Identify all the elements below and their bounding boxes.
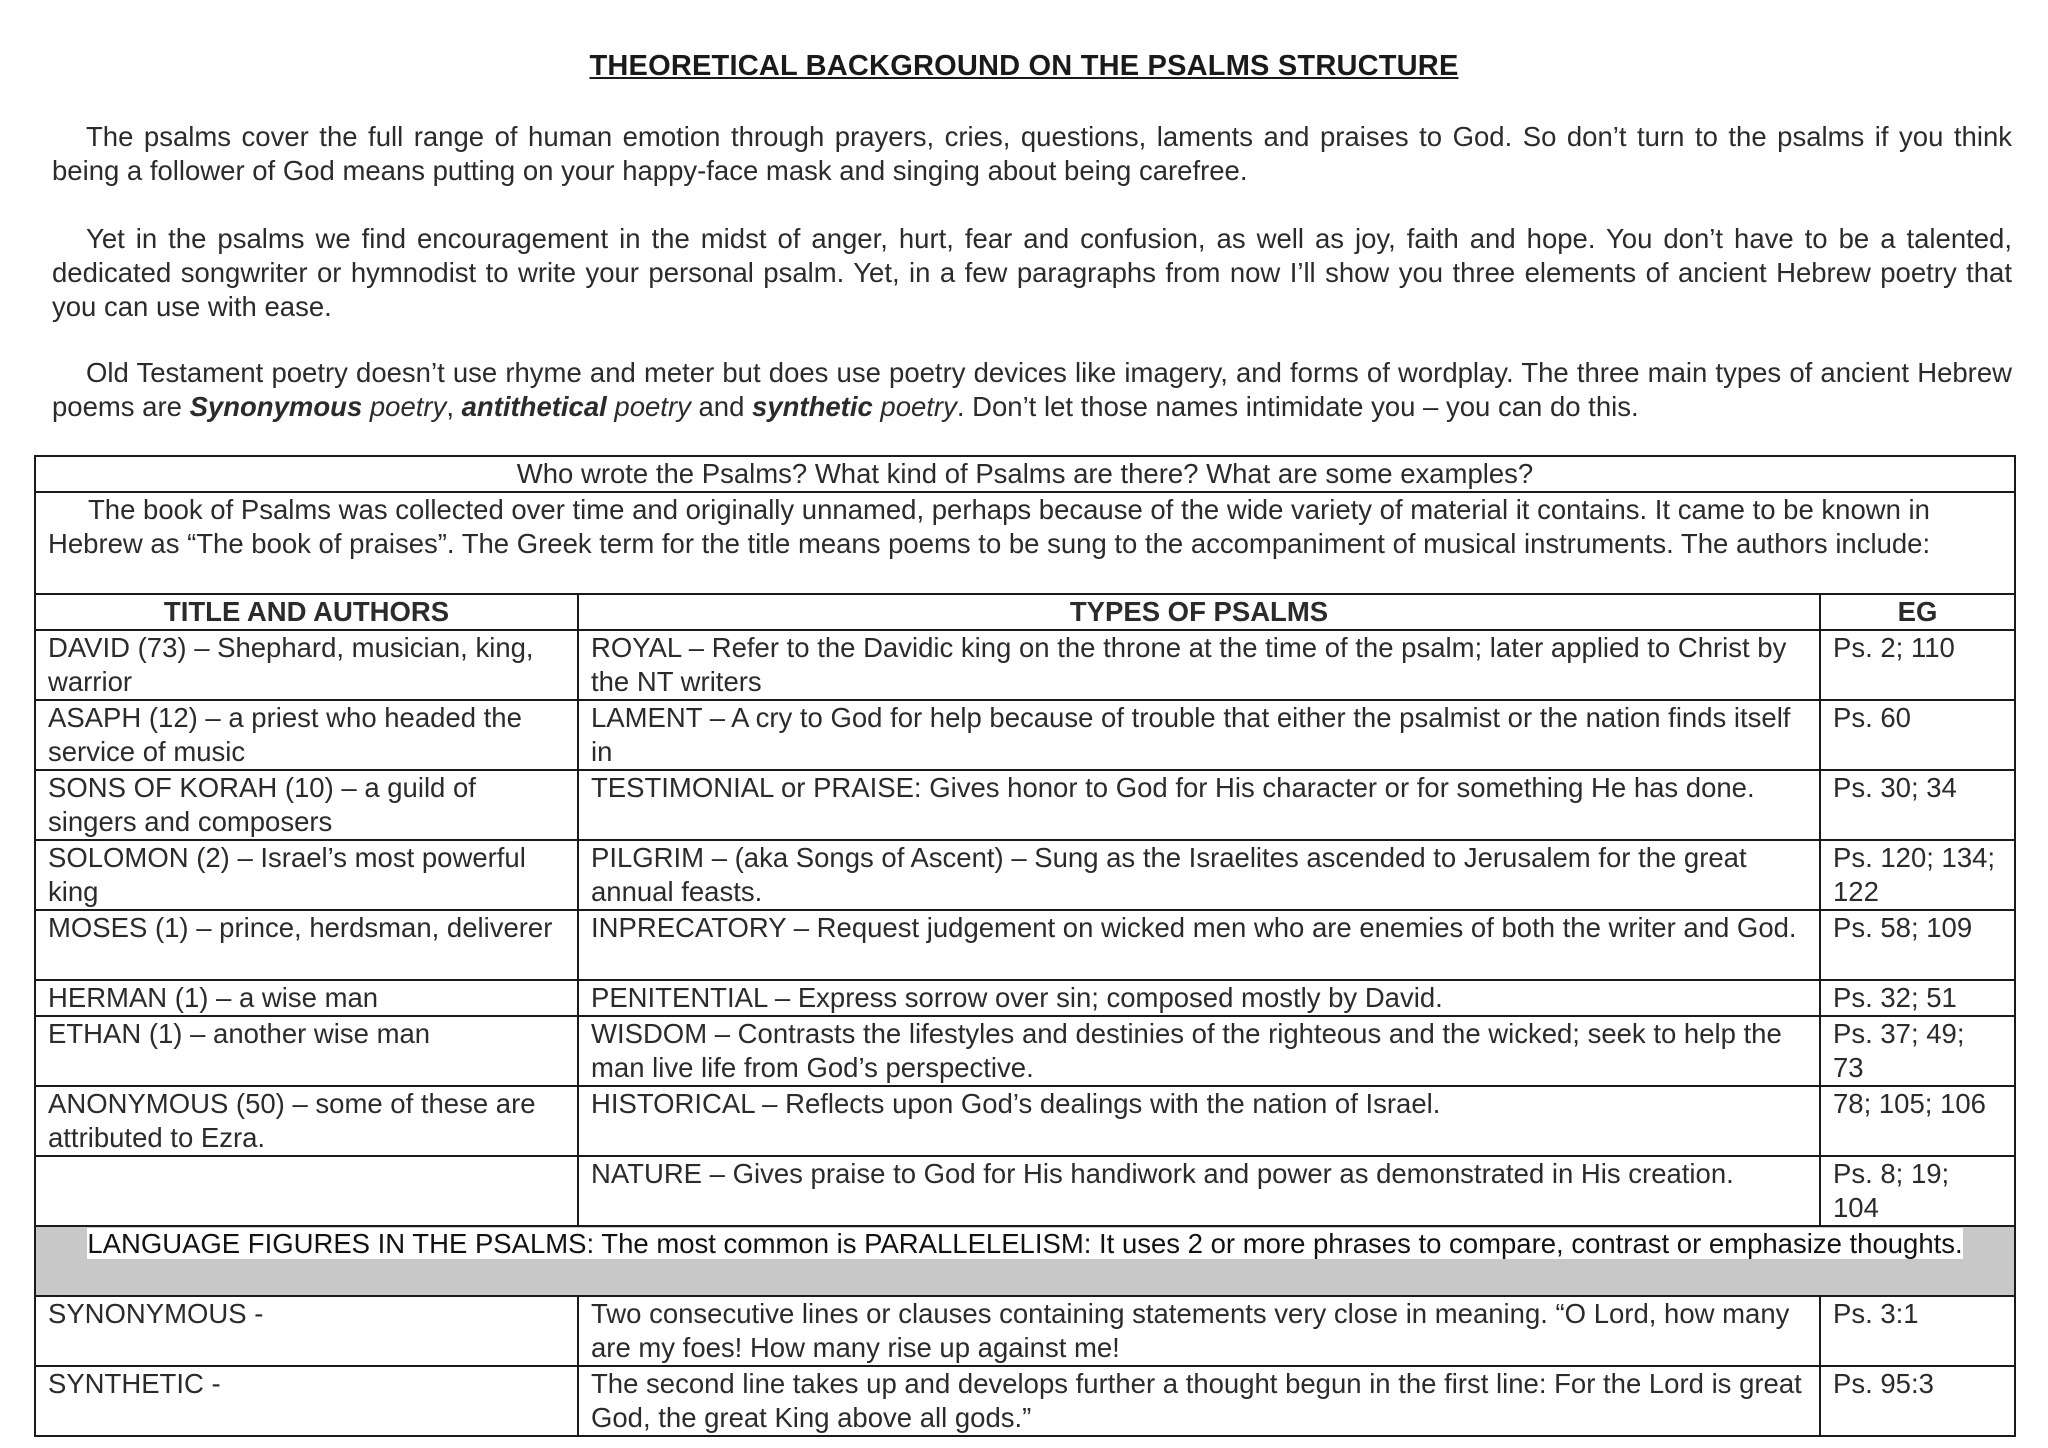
figure-name-cell: SYNTHETIC - xyxy=(35,1366,578,1436)
type-cell: INPRECATORY – Request judgement on wicked men who are enemies of both the writer and God. xyxy=(578,910,1820,980)
eg-cell: Ps. 3:1 xyxy=(1820,1296,2015,1366)
eg-cell: Ps. 8; 19; 104 xyxy=(1820,1156,2015,1226)
paragraph-3-tail: . Don’t let those names intimidate you – you can do this. xyxy=(956,391,1639,422)
author-cell: ETHAN (1) – another wise man xyxy=(35,1016,578,1086)
eg-cell: Ps. 60 xyxy=(1820,700,2015,770)
author-cell: SOLOMON (2) – Israel’s most powerful king xyxy=(35,840,578,910)
type-cell: NATURE – Gives praise to God for His handiwork and power as demonstrated in His creation. xyxy=(578,1156,1820,1226)
term-antithetical-suffix: poetry xyxy=(606,391,691,422)
author-cell: ASAPH (12) – a priest who headed the service of music xyxy=(35,700,578,770)
type-cell: TESTIMONIAL or PRAISE: Gives honor to God for His character or for something He has done. xyxy=(578,770,1820,840)
term-synthetic: synthetic xyxy=(752,391,873,422)
document-title: THEORETICAL BACKGROUND ON THE PSALMS STRUCTURE xyxy=(589,50,1459,82)
figure-description-cell: The second line takes up and develops further a thought begun in the first line: For the Lord is great God, the great King above all gods.” xyxy=(578,1366,1820,1436)
table-row xyxy=(35,630,2015,700)
term-synonymous: Synonymous xyxy=(189,391,363,422)
language-figures-cell xyxy=(35,1226,2015,1296)
author-cell: SONS OF KORAH (10) – a guild of singers and composers xyxy=(35,770,578,840)
type-cell: HISTORICAL – Reflects upon God’s dealings with the nation of Israel. xyxy=(578,1086,1820,1156)
table-header-row xyxy=(35,594,2015,630)
figure-description-cell: Two consecutive lines or clauses containing statements very close in meaning. “O Lord, how many are my foes! How many rise up against me! xyxy=(578,1296,1820,1366)
table-row xyxy=(35,980,2015,1016)
table-intro-row xyxy=(35,492,2015,594)
paragraph-3-sep-1: , xyxy=(446,391,462,422)
table-row xyxy=(35,1296,2015,1366)
type-cell: LAMENT – A cry to God for help because of trouble that either the psalmist or the nation finds itself in xyxy=(578,700,1820,770)
figure-name-cell: SYNONYMOUS - xyxy=(35,1296,578,1366)
paragraph-3-lead: Old Testament poetry doesn’t use rhyme and meter but does use poetry devices like imagery, and forms of wordplay. The three main types of ancient Hebrew poems are xyxy=(52,357,2012,422)
eg-cell: Ps. 95:3 xyxy=(1820,1366,2015,1436)
type-cell: WISDOM – Contrasts the lifestyles and destinies of the righteous and the wicked; seek to help the man live life from God’s perspective. xyxy=(578,1016,1820,1086)
eg-cell: Ps. 30; 34 xyxy=(1820,770,2015,840)
table-row xyxy=(35,1366,2015,1436)
table-row xyxy=(35,770,2015,840)
term-synonymous-suffix: poetry xyxy=(362,391,447,422)
eg-cell: Ps. 32; 51 xyxy=(1820,980,2015,1016)
author-cell: ANONYMOUS (50) – some of these are attributed to Ezra. xyxy=(35,1086,578,1156)
intro-paragraph-2: Yet in the psalms we find encouragement in the midst of anger, hurt, fear and confusion, as well as joy, faith and hope. You don’t have to be a talented, dedicated songwriter or hymnodist to write your personal psalm. Yet, in a few paragraphs from now I’ll show you three elements of ancient Hebrew poetry that you can use with ease. xyxy=(52,223,2012,322)
table-question-row xyxy=(35,456,2015,492)
language-figures-row xyxy=(35,1226,2015,1296)
header-title-and-authors: TITLE AND AUTHORS xyxy=(35,594,578,630)
term-synthetic-suffix: poetry xyxy=(872,391,957,422)
type-cell: PENITENTIAL – Express sorrow over sin; composed mostly by David. xyxy=(578,980,1820,1016)
intro-paragraph-1: The psalms cover the full range of human emotion through prayers, cries, questions, laments and praises to God. So don’t turn to the psalms if you think being a follower of God means putting on your happy-face mask and singing about being carefree. xyxy=(52,121,2012,186)
table-row xyxy=(35,910,2015,980)
eg-cell: 78; 105; 106 xyxy=(1820,1086,2015,1156)
language-figures-text: LANGUAGE FIGURES IN THE PSALMS: The most common is PARALLELELISM: It uses 2 or more phrases to compare, contrast or emphasize thoughts. xyxy=(87,1228,1963,1259)
term-antithetical: antithetical xyxy=(461,391,607,422)
table-row xyxy=(35,1016,2015,1086)
author-cell: HERMAN (1) – a wise man xyxy=(35,980,578,1016)
eg-cell: Ps. 37; 49; 73 xyxy=(1820,1016,2015,1086)
header-types-of-psalms: TYPES OF PSALMS xyxy=(578,594,1820,630)
author-cell: DAVID (73) – Shephard, musician, king, warrior xyxy=(35,630,578,700)
eg-cell: Ps. 2; 110 xyxy=(1820,630,2015,700)
table-row xyxy=(35,700,2015,770)
author-cell xyxy=(35,1156,578,1226)
eg-cell: Ps. 58; 109 xyxy=(1820,910,2015,980)
author-cell: MOSES (1) – prince, herdsman, deliverer xyxy=(35,910,578,980)
intro-paragraph-3 xyxy=(52,356,2012,424)
table-row xyxy=(35,840,2015,910)
type-cell: ROYAL – Refer to the Davidic king on the throne at the time of the psalm; later applied to Christ by the NT writers xyxy=(578,630,1820,700)
paragraph-3-sep-2: and xyxy=(690,391,753,422)
table-row xyxy=(35,1156,2015,1226)
eg-cell: Ps. 120; 134; 122 xyxy=(1820,840,2015,910)
psalms-table xyxy=(34,455,2016,1437)
table-row xyxy=(35,1086,2015,1156)
table-intro-cell: The book of Psalms was collected over time and originally unnamed, perhaps because of the wide variety of material it contains. It came to be known in Hebrew as “The book of praises”. The Greek term for the title means poems to be sung to the accompaniment of musical instruments. The authors include: xyxy=(35,492,2015,594)
type-cell: PILGRIM – (aka Songs of Ascent) – Sung as the Israelites ascended to Jerusalem for the great annual feasts. xyxy=(578,840,1820,910)
header-eg: EG xyxy=(1820,594,2015,630)
table-question-cell: Who wrote the Psalms? What kind of Psalms are there? What are some examples? xyxy=(35,456,2015,492)
